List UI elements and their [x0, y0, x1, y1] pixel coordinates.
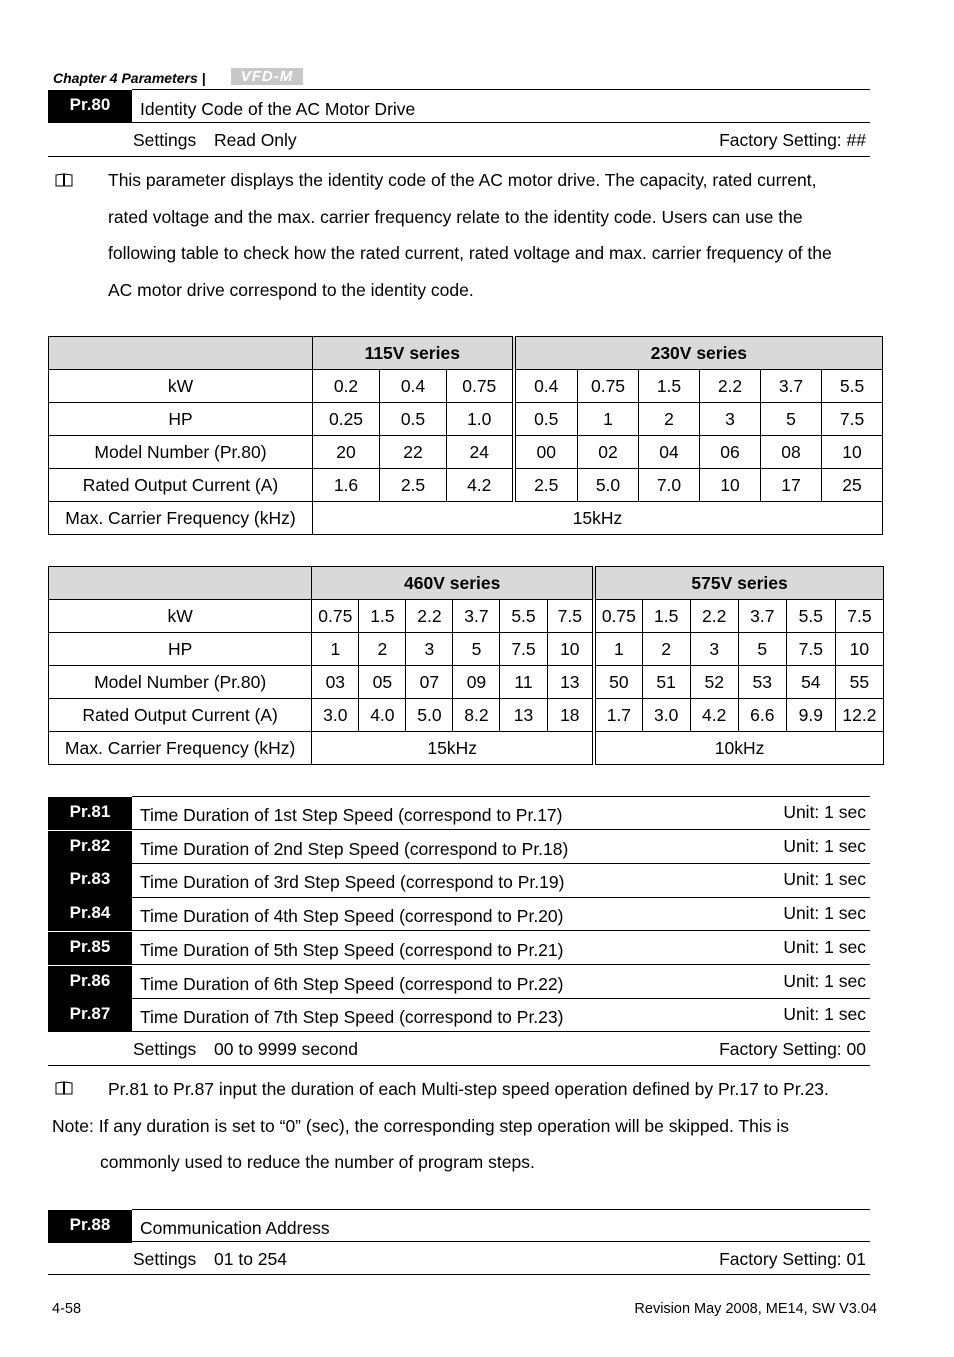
table-cell: 15kHz — [312, 732, 594, 765]
settings-value: 01 to 254 — [214, 1249, 287, 1269]
factory-setting: Factory Setting: 00 — [719, 1038, 866, 1059]
table-cell: 5.0 — [578, 469, 639, 502]
param-code-badge: Pr.86 — [48, 966, 132, 999]
table-cell: 0.5 — [380, 403, 447, 436]
factory-setting: Factory Setting: ## — [719, 130, 866, 150]
revision-info: Revision May 2008, ME14, SW V3.04 — [634, 1301, 877, 1317]
table-cell: 1.5 — [639, 370, 700, 403]
table-row — [49, 436, 883, 469]
table-cell: 6.6 — [738, 699, 786, 732]
divider — [132, 998, 870, 999]
series-header-row — [49, 337, 883, 370]
table-cell: 00 — [514, 436, 578, 469]
param-unit: Unit: 1 sec — [783, 970, 866, 991]
description-line: rated voltage and the max. carrier frequency relate to the identity code. Users can use the — [108, 206, 803, 227]
divider — [132, 964, 870, 965]
table-row — [49, 403, 883, 436]
row-label: Rated Output Current (A) — [49, 469, 313, 502]
table-cell: 7.5 — [500, 633, 547, 666]
table-cell: 13 — [547, 666, 594, 699]
table-row — [49, 370, 883, 403]
note-line: commonly used to reduce the number of program steps. — [100, 1152, 535, 1172]
table-cell: 24 — [447, 436, 514, 469]
table-cell: 06 — [700, 436, 761, 469]
param-unit: Unit: 1 sec — [783, 1004, 866, 1025]
param-title: Time Duration of 5th Step Speed (correspond to Pr.21) — [140, 939, 564, 960]
table-cell: 8.2 — [453, 699, 500, 732]
settings-label: Settings — [133, 1038, 197, 1059]
table-cell: 0.75 — [594, 600, 642, 633]
table-cell: 1 — [594, 633, 642, 666]
divider — [48, 156, 870, 157]
table-cell: 4.2 — [690, 699, 738, 732]
table-cell: 3.7 — [738, 600, 786, 633]
note-line: Note: If any duration is set to “0” (sec), the corresponding step operation will be skipped. This is — [52, 1116, 789, 1136]
param-title: Identity Code of the AC Motor Drive — [140, 99, 416, 119]
table-cell: 2 — [639, 403, 700, 436]
table-cell: 53 — [738, 666, 786, 699]
table-cell: 5 — [761, 403, 822, 436]
page-number: 4-58 — [52, 1301, 82, 1317]
param-unit: Unit: 1 sec — [783, 936, 866, 957]
table-cell: 10kHz — [594, 732, 883, 765]
steps-description: Pr.81 to Pr.87 input the duration of each Multi-step speed operation defined by Pr.17 to Pr.23. — [108, 1079, 829, 1099]
table-cell: 02 — [578, 436, 639, 469]
table-cell: 5 — [738, 633, 786, 666]
table-cell: 2.2 — [690, 600, 738, 633]
table-cell: 12.2 — [835, 699, 883, 732]
table-cell: 2 — [359, 633, 406, 666]
table-row — [49, 469, 883, 502]
table-cell: 1 — [312, 633, 359, 666]
table-row — [49, 633, 884, 666]
table-row — [49, 600, 884, 633]
table-cell: 10 — [822, 436, 883, 469]
param-unit: Unit: 1 sec — [783, 903, 866, 924]
table-cell: 20 — [313, 436, 380, 469]
param-title: Time Duration of 4th Step Speed (correspond to Pr.20) — [140, 906, 564, 927]
table-cell: 50 — [594, 666, 642, 699]
divider — [132, 122, 870, 123]
param-code-badge: Pr.80 — [48, 90, 132, 123]
divider — [132, 897, 870, 898]
table-cell: 17 — [761, 469, 822, 502]
param-code-badge: Pr.87 — [48, 999, 132, 1032]
table-cell: 0.5 — [514, 403, 578, 436]
settings-value: 00 to 9999 second — [214, 1038, 359, 1059]
table-cell: 2.2 — [406, 600, 453, 633]
param-title: Time Duration of 6th Step Speed (correspond to Pr.22) — [140, 973, 564, 994]
table-cell: 5.0 — [406, 699, 453, 732]
table-cell: 51 — [642, 666, 690, 699]
table-row — [49, 666, 884, 699]
table-cell: 55 — [835, 666, 883, 699]
table-cell: 2.5 — [514, 469, 578, 502]
param-code-badge: Pr.83 — [48, 864, 132, 897]
table-cell: 3.7 — [453, 600, 500, 633]
table-cell: 09 — [453, 666, 500, 699]
table-cell: 5.5 — [786, 600, 835, 633]
chapter-title: Chapter 4 Parameters — [53, 70, 198, 86]
table-cell: 52 — [690, 666, 738, 699]
row-label: Rated Output Current (A) — [49, 699, 312, 732]
factory-setting: Factory Setting: 01 — [719, 1249, 866, 1269]
table-cell: 7.5 — [547, 600, 594, 633]
table-cell: 3.0 — [642, 699, 690, 732]
divider — [132, 89, 870, 90]
series-header: 575V series — [594, 567, 883, 600]
row-label: Model Number (Pr.80) — [49, 436, 313, 469]
param-title: Time Duration of 1st Step Speed (correspond to Pr.17) — [140, 805, 563, 825]
series-header: 115V series — [313, 337, 514, 370]
table-cell: 03 — [312, 666, 359, 699]
divider — [132, 829, 870, 830]
identity-table-460v-575v — [48, 566, 884, 765]
table-cell: 1.5 — [359, 600, 406, 633]
table-cell: 11 — [500, 666, 547, 699]
divider — [132, 1209, 870, 1210]
param-title: Time Duration of 7th Step Speed (correspond to Pr.23) — [140, 1007, 564, 1028]
book-icon — [55, 173, 73, 187]
table-cell: 22 — [380, 436, 447, 469]
divider — [132, 796, 870, 797]
table-cell: 2.2 — [700, 370, 761, 403]
param-title: Communication Address — [140, 1218, 330, 1238]
table-cell: 7.5 — [835, 600, 883, 633]
table-cell: 5.5 — [500, 600, 547, 633]
divider — [132, 863, 870, 864]
table-cell: 0.25 — [313, 403, 380, 436]
table-cell: 0.4 — [514, 370, 578, 403]
book-icon — [55, 1081, 73, 1095]
table-cell: 07 — [406, 666, 453, 699]
table-cell: 10 — [547, 633, 594, 666]
row-label: HP — [49, 633, 312, 666]
table-cell: 1 — [578, 403, 639, 436]
row-label: Max. Carrier Frequency (kHz) — [49, 732, 312, 765]
description-line: This parameter displays the identity code of the AC motor drive. The capacity, rated current, — [108, 170, 817, 190]
table-cell: 4.0 — [359, 699, 406, 732]
vfd-m-logo: VFD-M — [231, 68, 303, 85]
param-code-badge: Pr.84 — [48, 898, 132, 931]
table-cell: 7.0 — [639, 469, 700, 502]
table-cell: 15kHz — [313, 502, 883, 535]
settings-label: Settings — [133, 130, 197, 150]
divider — [48, 1274, 870, 1275]
table-cell: 5.5 — [822, 370, 883, 403]
table-row — [49, 699, 884, 732]
row-label: Model Number (Pr.80) — [49, 666, 312, 699]
table-cell: 10 — [700, 469, 761, 502]
chapter-header — [53, 70, 206, 86]
table-cell: 0.75 — [447, 370, 514, 403]
table-cell: 2.5 — [380, 469, 447, 502]
table-cell: 13 — [500, 699, 547, 732]
divider — [132, 930, 870, 931]
table-cell: 1.5 — [642, 600, 690, 633]
empty-header-cell — [49, 337, 313, 370]
table-cell: 1.7 — [594, 699, 642, 732]
table-cell: 08 — [761, 436, 822, 469]
table-cell: 1.6 — [313, 469, 380, 502]
divider — [48, 1065, 870, 1066]
table-cell: 54 — [786, 666, 835, 699]
identity-table-115v-230v — [48, 336, 883, 535]
table-cell: 5 — [453, 633, 500, 666]
param-code-badge: Pr.85 — [48, 932, 132, 965]
header-separator: | — [201, 70, 206, 86]
table-cell: 25 — [822, 469, 883, 502]
param-code-badge: Pr.81 — [48, 797, 132, 830]
table-cell: 10 — [835, 633, 883, 666]
param-title: Time Duration of 3rd Step Speed (correspond to Pr.19) — [140, 872, 565, 893]
table-cell: 0.2 — [313, 370, 380, 403]
series-header: 460V series — [312, 567, 594, 600]
param-title: Time Duration of 2nd Step Speed (correspond to Pr.18) — [140, 838, 569, 859]
description-line: AC motor drive correspond to the identity code. — [108, 279, 474, 300]
series-header-row — [49, 567, 884, 600]
table-cell: 7.5 — [822, 403, 883, 436]
table-cell: 04 — [639, 436, 700, 469]
table-cell: 0.4 — [380, 370, 447, 403]
carrier-frequency-row — [49, 502, 883, 535]
row-label: kW — [49, 370, 313, 403]
table-cell: 4.2 — [447, 469, 514, 502]
row-label: kW — [49, 600, 312, 633]
settings-value: Read Only — [214, 130, 297, 150]
table-cell: 3 — [690, 633, 738, 666]
settings-label: Settings — [133, 1249, 197, 1269]
empty-header-cell — [49, 567, 312, 600]
table-cell: 7.5 — [786, 633, 835, 666]
table-cell: 0.75 — [312, 600, 359, 633]
table-cell: 1.0 — [447, 403, 514, 436]
table-cell: 3 — [406, 633, 453, 666]
table-cell: 3.7 — [761, 370, 822, 403]
description-line: following table to check how the rated current, rated voltage and max. carrier frequency of the — [108, 243, 832, 264]
param-code-badge: Pr.82 — [48, 831, 132, 864]
table-cell: 2 — [642, 633, 690, 666]
table-cell: 05 — [359, 666, 406, 699]
table-cell: 9.9 — [786, 699, 835, 732]
table-cell: 18 — [547, 699, 594, 732]
param-code-badge: Pr.88 — [48, 1210, 132, 1243]
table-cell: 0.75 — [578, 370, 639, 403]
row-label: Max. Carrier Frequency (kHz) — [49, 502, 313, 535]
param-unit: Unit: 1 sec — [783, 835, 866, 856]
divider — [132, 1031, 870, 1032]
table-cell: 3.0 — [312, 699, 359, 732]
param-unit: Unit: 1 sec — [783, 869, 866, 890]
row-label: HP — [49, 403, 313, 436]
divider — [132, 1241, 870, 1242]
carrier-frequency-row — [49, 732, 884, 765]
param-unit: Unit: 1 sec — [783, 802, 866, 822]
series-header: 230V series — [514, 337, 883, 370]
table-cell: 3 — [700, 403, 761, 436]
